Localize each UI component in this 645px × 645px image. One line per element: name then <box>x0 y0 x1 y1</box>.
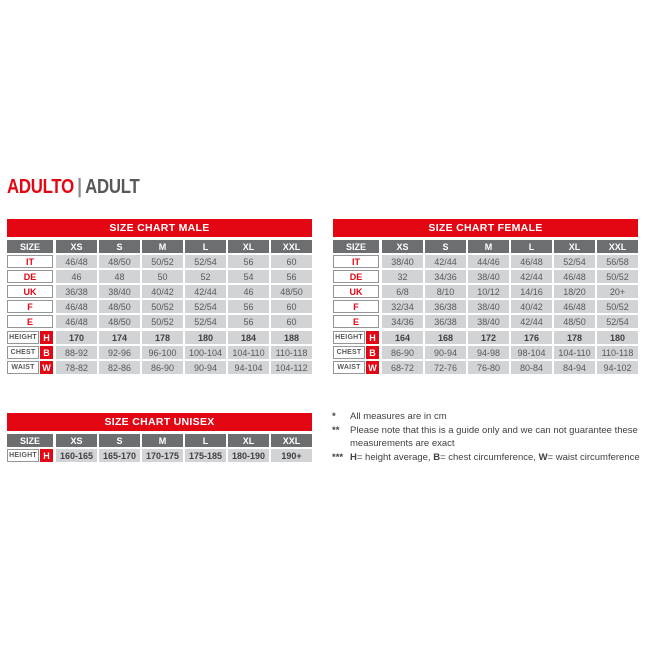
column-header-cell: L <box>185 434 226 447</box>
measure-value-cell: 164 <box>382 331 423 344</box>
measure-code-badge: H <box>40 331 53 344</box>
measure-value-cell: 86-90 <box>382 346 423 359</box>
size-value-cell: 6/8 <box>382 285 423 298</box>
size-value-cell: 32/34 <box>382 300 423 313</box>
size-value-cell: 36/38 <box>425 300 466 313</box>
size-value-cell: 38/40 <box>468 300 509 313</box>
column-header-cell: XL <box>228 434 269 447</box>
measure-row <box>333 331 638 344</box>
size-value-cell: 46/48 <box>56 315 97 328</box>
measure-code-badge: H <box>40 449 53 462</box>
page-title-separator: | <box>77 176 82 198</box>
size-row-cells <box>56 315 312 328</box>
column-header-cell: S <box>99 240 140 253</box>
measure-value-cell: 78-82 <box>56 361 97 374</box>
measure-row <box>7 361 312 374</box>
size-value-cell: 52/54 <box>185 255 226 268</box>
measure-value-cell: 82-86 <box>99 361 140 374</box>
size-value-cell: 56 <box>228 255 269 268</box>
measure-value-cell: 68-72 <box>382 361 423 374</box>
measure-value-cell: 104-110 <box>554 346 595 359</box>
size-value-cell: 46/48 <box>56 300 97 313</box>
footnote-marker: * <box>332 411 336 422</box>
size-row-label: F <box>333 300 379 313</box>
column-header-cell: L <box>511 240 552 253</box>
size-value-cell: 56 <box>271 270 312 283</box>
size-value-cell: 46 <box>56 270 97 283</box>
column-header-cell: XXL <box>597 240 638 253</box>
size-value-cell: 48/50 <box>554 315 595 328</box>
column-header-cells <box>382 240 638 253</box>
size-chart-unisex-table <box>7 413 312 464</box>
size-row-label: F <box>7 300 53 313</box>
measure-value-cell: 72-76 <box>425 361 466 374</box>
column-header-cells <box>56 434 312 447</box>
size-row-label-slot <box>333 285 379 298</box>
size-value-cell: 48/50 <box>99 255 140 268</box>
size-value-cell: 46/48 <box>554 270 595 283</box>
footnote-text <box>350 410 643 423</box>
column-header-cell: XXL <box>271 434 312 447</box>
column-header-cell: XS <box>382 240 423 253</box>
size-row-label-slot <box>7 315 53 328</box>
measure-value-cell: 160-165 <box>56 449 97 462</box>
size-row <box>7 255 312 268</box>
size-value-cell: 36/38 <box>56 285 97 298</box>
measure-value-cell: 184 <box>228 331 269 344</box>
size-value-cell: 52 <box>185 270 226 283</box>
measure-row <box>333 346 638 359</box>
measure-label-slot <box>333 361 379 374</box>
measure-value-cell: 94-102 <box>597 361 638 374</box>
size-row-label-slot <box>333 255 379 268</box>
size-row <box>7 285 312 298</box>
column-header-cell: XS <box>56 434 97 447</box>
measure-code-badge: W <box>366 361 379 374</box>
page-title <box>7 176 140 199</box>
measure-value-cell: 84-94 <box>554 361 595 374</box>
table-header-row <box>333 240 638 253</box>
footnote-bold-term: W <box>538 452 548 463</box>
size-row-label-slot <box>7 300 53 313</box>
measure-value-cell: 190+ <box>271 449 312 462</box>
measure-value-cell: 100-104 <box>185 346 226 359</box>
measure-label: WAIST <box>333 361 365 374</box>
measure-row <box>7 331 312 344</box>
size-value-cell: 34/36 <box>382 315 423 328</box>
size-row-label: IT <box>7 255 53 268</box>
measure-code-badge: H <box>366 331 379 344</box>
table-title: SIZE CHART UNISEX <box>7 413 312 431</box>
size-chart-female-table <box>333 219 638 376</box>
size-value-cell: 44/46 <box>468 255 509 268</box>
measure-value-cell: 168 <box>425 331 466 344</box>
measure-value-cell: 88-92 <box>56 346 97 359</box>
size-row-cells <box>56 255 312 268</box>
measure-row <box>7 449 312 462</box>
size-header-slot <box>7 240 53 253</box>
footnote-text <box>350 424 643 450</box>
measure-value-cell: 104-112 <box>271 361 312 374</box>
measure-label-slot <box>7 361 53 374</box>
measure-value-cell: 96-100 <box>142 346 183 359</box>
footnote-segment: = chest circumference, <box>440 452 539 463</box>
size-row-label-slot <box>333 270 379 283</box>
size-header-cell: SIZE <box>7 240 53 253</box>
page-title-primary: ADULTO <box>7 176 74 198</box>
column-header-cell: M <box>142 240 183 253</box>
footnote <box>332 424 643 450</box>
measure-label: HEIGHT <box>7 449 39 462</box>
size-row-label-slot <box>7 255 53 268</box>
column-header-cell: XS <box>56 240 97 253</box>
size-row-cells <box>56 285 312 298</box>
size-value-cell: 50 <box>142 270 183 283</box>
size-value-cell: 46/48 <box>56 255 97 268</box>
size-value-cell: 46/48 <box>511 255 552 268</box>
size-value-cell: 46/48 <box>554 300 595 313</box>
size-row-label-slot <box>7 285 53 298</box>
measure-value-cell: 174 <box>99 331 140 344</box>
size-value-cell: 38/40 <box>468 315 509 328</box>
footnote-segment: Please note that this is a guide only and we can not guarantee these measurements are exact <box>350 425 638 449</box>
size-value-cell: 60 <box>271 300 312 313</box>
measure-code-badge: B <box>40 346 53 359</box>
size-row-label-slot <box>7 270 53 283</box>
size-value-cell: 48 <box>99 270 140 283</box>
size-value-cell: 54 <box>228 270 269 283</box>
size-value-cell: 42/44 <box>425 255 466 268</box>
measure-row-cells <box>56 449 312 462</box>
measure-row <box>7 346 312 359</box>
measure-row-cells <box>382 346 638 359</box>
size-value-cell: 36/38 <box>425 315 466 328</box>
table-header-row <box>7 434 312 447</box>
size-row-cells <box>382 255 638 268</box>
size-row-label-slot <box>333 315 379 328</box>
measure-label-slot <box>333 331 379 344</box>
size-value-cell: 50/52 <box>597 300 638 313</box>
size-value-cell: 50/52 <box>142 255 183 268</box>
measure-value-cell: 180 <box>185 331 226 344</box>
measure-label: HEIGHT <box>7 331 39 344</box>
column-header-cell: XL <box>554 240 595 253</box>
size-chart-male-table <box>7 219 312 376</box>
measure-code-badge: W <box>40 361 53 374</box>
measure-value-cell: 170-175 <box>142 449 183 462</box>
measure-label: CHEST <box>7 346 39 359</box>
measure-value-cell: 110-118 <box>271 346 312 359</box>
measure-label: HEIGHT <box>333 331 365 344</box>
size-value-cell: 56 <box>228 300 269 313</box>
column-header-cell: M <box>142 434 183 447</box>
size-value-cell: 56 <box>228 315 269 328</box>
page-title-secondary: ADULT <box>85 176 140 198</box>
size-row <box>333 315 638 328</box>
size-row-cells <box>382 270 638 283</box>
size-value-cell: 32 <box>382 270 423 283</box>
size-header-cell: SIZE <box>333 240 379 253</box>
size-value-cell: 34/36 <box>425 270 466 283</box>
size-row-label: UK <box>7 285 53 298</box>
footnote <box>332 410 643 423</box>
measure-value-cell: 110-118 <box>597 346 638 359</box>
size-value-cell: 38/40 <box>99 285 140 298</box>
size-row-cells <box>56 300 312 313</box>
measure-value-cell: 165-170 <box>99 449 140 462</box>
size-value-cell: 14/16 <box>511 285 552 298</box>
measure-row-cells <box>56 346 312 359</box>
size-row-label: E <box>333 315 379 328</box>
measure-value-cell: 86-90 <box>142 361 183 374</box>
size-value-cell: 50/52 <box>142 300 183 313</box>
measure-value-cell: 170 <box>56 331 97 344</box>
size-value-cell: 52/54 <box>597 315 638 328</box>
size-row-label: E <box>7 315 53 328</box>
footnote-bold-term: H <box>350 452 357 463</box>
size-value-cell: 48/50 <box>99 315 140 328</box>
size-header-slot <box>7 434 53 447</box>
measure-row-cells <box>382 331 638 344</box>
size-value-cell: 20+ <box>597 285 638 298</box>
measure-row-cells <box>56 331 312 344</box>
measure-value-cell: 92-96 <box>99 346 140 359</box>
column-header-cell: S <box>99 434 140 447</box>
size-value-cell: 48/50 <box>99 300 140 313</box>
measure-value-cell: 76-80 <box>468 361 509 374</box>
size-row-cells <box>382 285 638 298</box>
size-row-label: UK <box>333 285 379 298</box>
size-value-cell: 52/54 <box>185 300 226 313</box>
size-row-cells <box>382 300 638 313</box>
measure-label-slot <box>7 331 53 344</box>
measure-label: CHEST <box>333 346 365 359</box>
measure-label: WAIST <box>7 361 39 374</box>
size-row <box>333 255 638 268</box>
size-row <box>333 285 638 298</box>
measure-value-cell: 180-190 <box>228 449 269 462</box>
footnotes <box>332 410 643 465</box>
size-row <box>7 270 312 283</box>
size-header-slot <box>333 240 379 253</box>
measure-value-cell: 176 <box>511 331 552 344</box>
size-row-cells <box>56 270 312 283</box>
measure-label-slot <box>7 346 53 359</box>
size-value-cell: 10/12 <box>468 285 509 298</box>
size-value-cell: 50/52 <box>597 270 638 283</box>
size-value-cell: 38/40 <box>382 255 423 268</box>
size-header-cell: SIZE <box>7 434 53 447</box>
column-header-cells <box>56 240 312 253</box>
column-header-cell: XXL <box>271 240 312 253</box>
measure-value-cell: 188 <box>271 331 312 344</box>
size-row-cells <box>382 315 638 328</box>
size-value-cell: 42/44 <box>185 285 226 298</box>
column-header-cell: M <box>468 240 509 253</box>
column-header-cell: L <box>185 240 226 253</box>
footnote <box>332 451 643 464</box>
size-row <box>7 315 312 328</box>
measure-row <box>333 361 638 374</box>
footnote-bold-term: B <box>433 452 441 463</box>
measure-value-cell: 180 <box>597 331 638 344</box>
size-value-cell: 60 <box>271 255 312 268</box>
measure-value-cell: 90-94 <box>425 346 466 359</box>
measure-value-cell: 178 <box>142 331 183 344</box>
column-header-cell: S <box>425 240 466 253</box>
size-value-cell: 18/20 <box>554 285 595 298</box>
size-row-label: DE <box>333 270 379 283</box>
size-value-cell: 42/44 <box>511 315 552 328</box>
measure-value-cell: 90-94 <box>185 361 226 374</box>
size-row <box>333 300 638 313</box>
measure-value-cell: 94-98 <box>468 346 509 359</box>
footnote-marker: *** <box>332 452 344 463</box>
measure-value-cell: 172 <box>468 331 509 344</box>
measure-label-slot <box>7 449 53 462</box>
size-value-cell: 42/44 <box>511 270 552 283</box>
size-value-cell: 56/58 <box>597 255 638 268</box>
size-value-cell: 52/54 <box>554 255 595 268</box>
size-value-cell: 40/42 <box>511 300 552 313</box>
measure-code-badge: B <box>366 346 379 359</box>
measure-value-cell: 175-185 <box>185 449 226 462</box>
footnote-segment: All measures are in cm <box>350 411 447 422</box>
size-value-cell: 60 <box>271 315 312 328</box>
column-header-cell: XL <box>228 240 269 253</box>
measure-row-cells <box>382 361 638 374</box>
footnote-segment: = height average, <box>356 452 434 463</box>
size-row <box>7 300 312 313</box>
size-value-cell: 52/54 <box>185 315 226 328</box>
table-title: SIZE CHART MALE <box>7 219 312 237</box>
measure-value-cell: 94-104 <box>228 361 269 374</box>
measure-row-cells <box>56 361 312 374</box>
size-value-cell: 46 <box>228 285 269 298</box>
measure-label-slot <box>333 346 379 359</box>
measure-value-cell: 178 <box>554 331 595 344</box>
size-row-label: DE <box>7 270 53 283</box>
table-title: SIZE CHART FEMALE <box>333 219 638 237</box>
footnote-marker: ** <box>332 425 340 436</box>
size-row-label-slot <box>333 300 379 313</box>
size-row <box>333 270 638 283</box>
size-value-cell: 8/10 <box>425 285 466 298</box>
size-value-cell: 40/42 <box>142 285 183 298</box>
size-value-cell: 48/50 <box>271 285 312 298</box>
footnote-text <box>350 451 643 464</box>
measure-value-cell: 104-110 <box>228 346 269 359</box>
size-value-cell: 50/52 <box>142 315 183 328</box>
footnote-segment: = waist circumference <box>547 452 640 463</box>
measure-value-cell: 98-104 <box>511 346 552 359</box>
size-value-cell: 38/40 <box>468 270 509 283</box>
measure-value-cell: 80-84 <box>511 361 552 374</box>
table-header-row <box>7 240 312 253</box>
size-row-label: IT <box>333 255 379 268</box>
